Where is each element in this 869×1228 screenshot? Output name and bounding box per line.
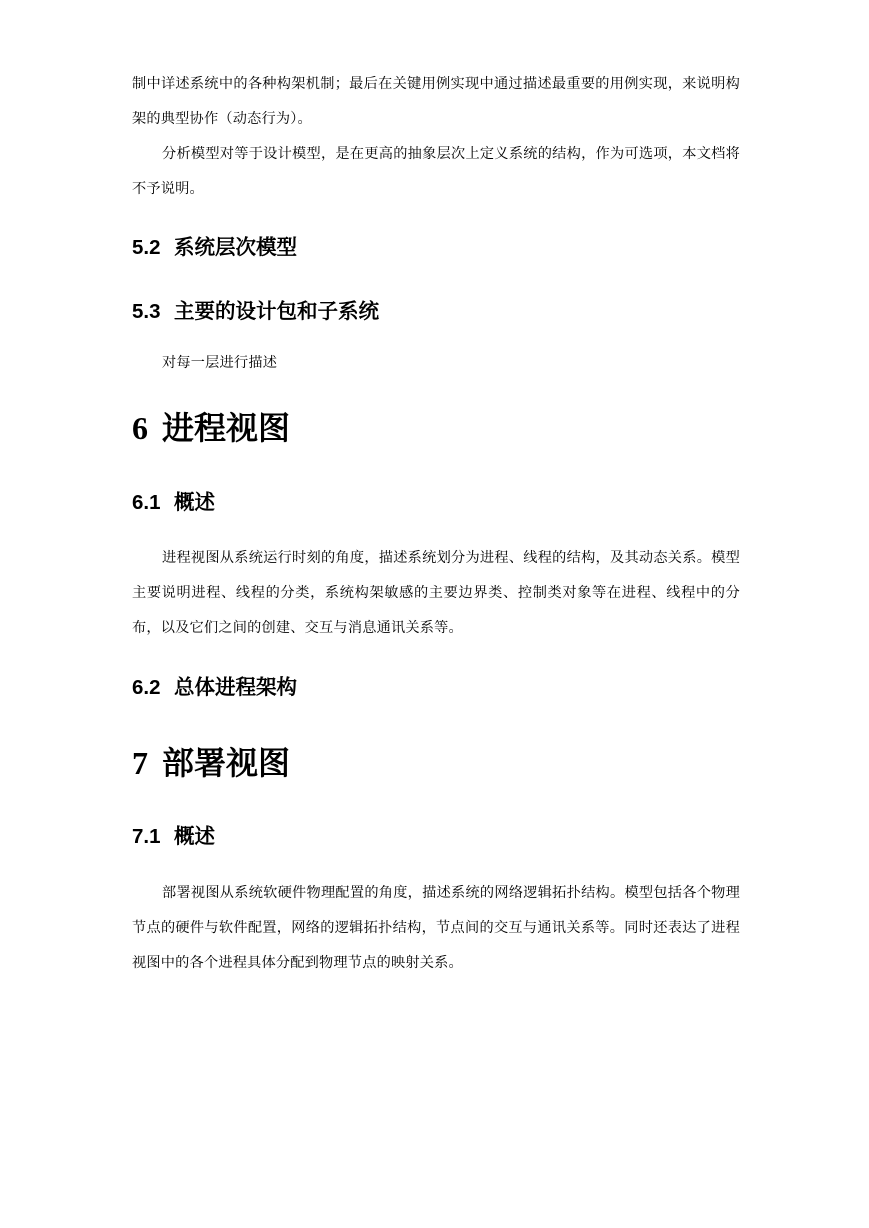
section-7-1-body: 部署视图从系统软硬件物理配置的角度，描述系统的网络逻辑拓扑结构。模型包括各个物理节点的硬件与软件配置，网络的逻辑拓扑结构，节点间的交互与通讯关系等。同时还表达了进程视图中的各个进程具体分配到物理节点的映射关系。 xyxy=(132,885,740,971)
heading-7 xyxy=(132,743,740,783)
heading-number: 7.1 xyxy=(132,825,161,848)
heading-number: 6 xyxy=(132,410,148,446)
heading-5-3 xyxy=(132,298,740,326)
heading-number: 6.2 xyxy=(132,676,161,699)
heading-number: 5.3 xyxy=(132,300,161,323)
section-6-1-body: 进程视图从系统运行时刻的角度，描述系统划分为进程、线程的结构，及其动态关系。模型主要说明进程、线程的分类，系统构架敏感的主要边界类、控制类对象等在进程、线程中的分布，以及它们之间的创建、交互与消息通讯关系等。 xyxy=(132,550,740,636)
heading-title: 部署视图 xyxy=(162,745,291,781)
heading-title: 主要的设计包和子系统 xyxy=(174,300,379,323)
heading-title: 系统层次模型 xyxy=(174,236,297,259)
heading-number: 7 xyxy=(132,745,148,781)
heading-number: 6.1 xyxy=(132,491,161,514)
heading-title: 概述 xyxy=(174,491,215,514)
intro-paragraph-1: 制中详述系统中的各种构架机制；最后在关键用例实现中通过描述最重要的用例实现，来说明构架的典型协作（动态行为）。 xyxy=(132,76,740,127)
heading-title: 进程视图 xyxy=(162,410,291,446)
heading-5-2 xyxy=(132,234,740,262)
heading-title: 概述 xyxy=(174,825,215,848)
heading-number: 5.2 xyxy=(132,236,161,259)
heading-6-2 xyxy=(132,674,740,702)
heading-6 xyxy=(132,408,740,448)
section-5-3-body: 对每一层进行描述 xyxy=(162,355,278,371)
heading-title: 总体进程架构 xyxy=(174,676,297,699)
intro-paragraph-2: 分析模型对等于设计模型，是在更高的抽象层次上定义系统的结构，作为可选项，本文档将不予说明。 xyxy=(132,146,740,197)
heading-7-1 xyxy=(132,823,740,851)
heading-6-1 xyxy=(132,489,740,517)
